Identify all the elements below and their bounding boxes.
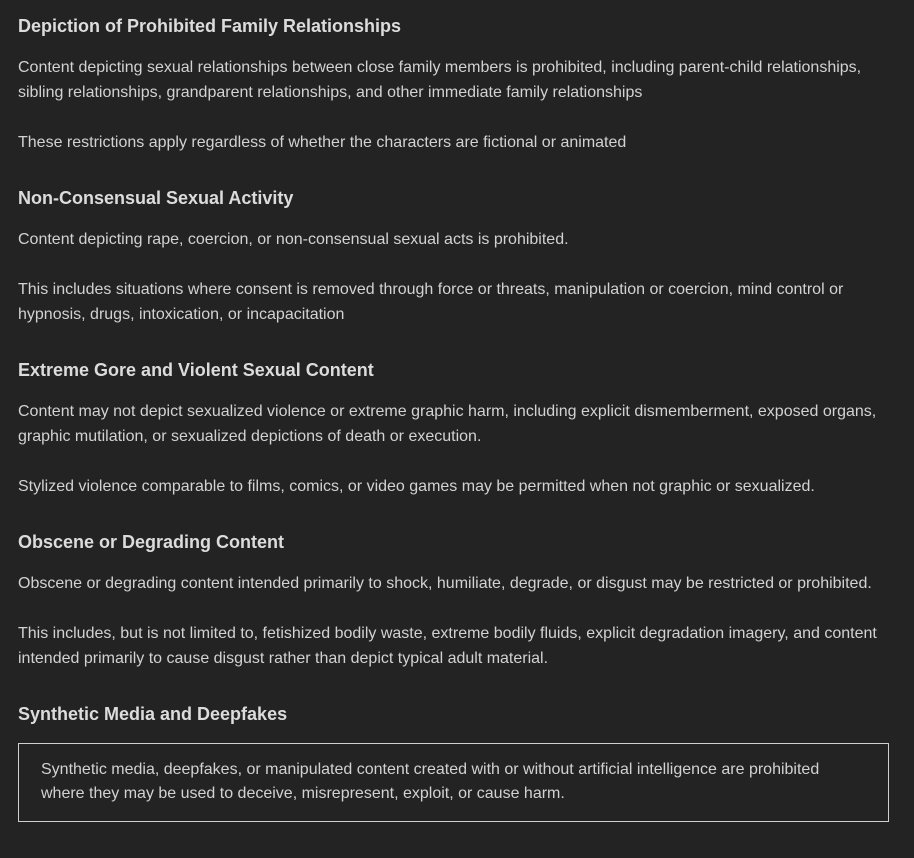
section-paragraph: This includes, but is not limited to, fetishized bodily waste, extreme bodily fluids, explicit degradation imagery, and content intended primarily to cause disgust rather than depict typical adult material. (18, 625, 877, 667)
section-paragraph: Content depicting rape, coercion, or non-consensual sexual acts is prohibited. (18, 231, 569, 248)
section-paragraph: These restrictions apply regardless of whether the characters are fictional or animated (18, 134, 627, 151)
notice-text: Synthetic media, deepfakes, or manipulated content created with or without artificial intelligence are prohibited where they may be used to deceive, misrepresent, exploit, or cause harm. (41, 761, 820, 802)
section-extreme-gore (18, 358, 892, 499)
section-paragraph: Content may not depict sexualized violence or extreme graphic harm, including explicit dismemberment, exposed organs, graphic mutilation, or sexualized depictions of death or execution. (18, 403, 877, 445)
section-paragraph: Content depicting sexual relationships between close family members is prohibited, including parent-child relationships, sibling relationships, grandparent relationships, and other immediate family relationships (18, 59, 862, 101)
section-paragraph: This includes situations where consent is removed through force or threats, manipulation or coercion, mind control or hypnosis, drugs, intoxication, or incapacitation (18, 281, 844, 323)
notice-box (18, 743, 889, 822)
section-synthetic-media (18, 702, 892, 822)
section-heading: Extreme Gore and Violent Sexual Content (18, 360, 374, 380)
section-heading: Synthetic Media and Deepfakes (18, 704, 288, 724)
section-heading: Non-Consensual Sexual Activity (18, 188, 294, 208)
section-family-relationships (18, 0, 892, 155)
policy-document (18, 0, 892, 822)
section-paragraph: Obscene or degrading content intended primarily to shock, humiliate, degrade, or disgust may be restricted or prohibited. (18, 575, 872, 592)
section-heading: Depiction of Prohibited Family Relationships (18, 16, 402, 36)
section-paragraph: Stylized violence comparable to films, comics, or video games may be permitted when not graphic or sexualized. (18, 478, 815, 495)
section-obscene-content (18, 530, 892, 671)
section-non-consensual (18, 186, 892, 327)
section-heading: Obscene or Degrading Content (18, 532, 285, 552)
